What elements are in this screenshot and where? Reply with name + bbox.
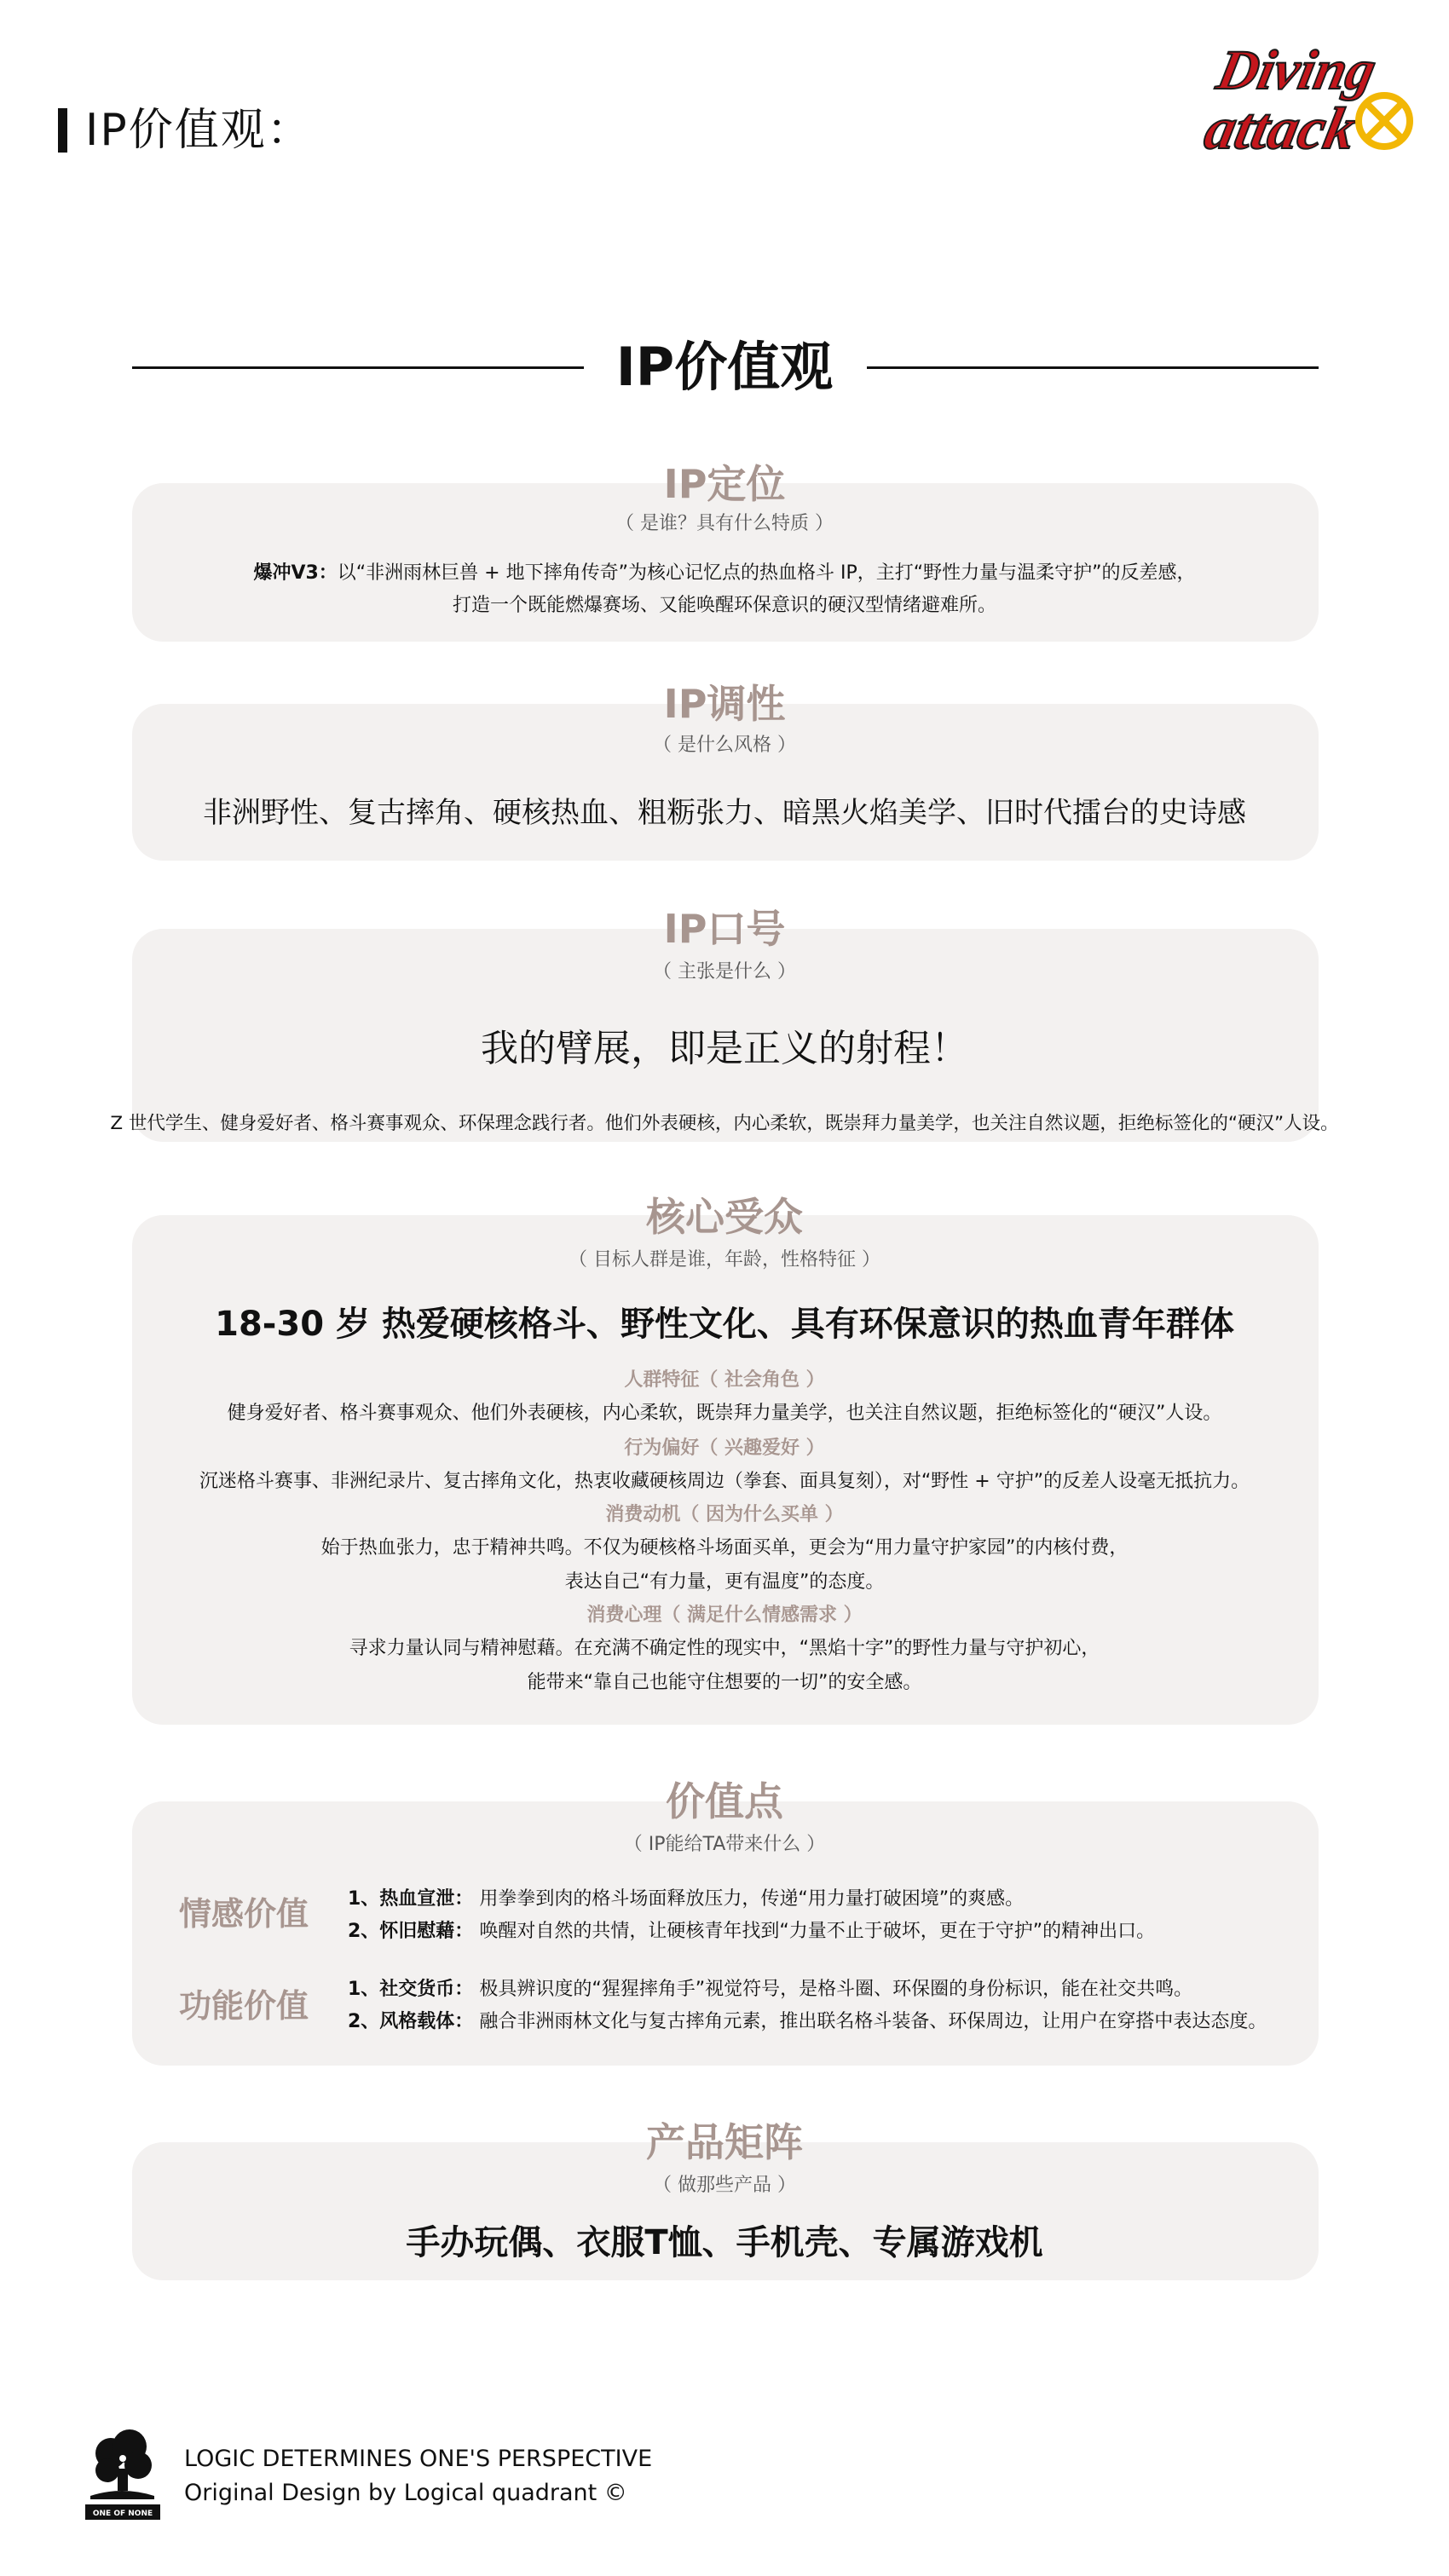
value-title: 价值点 [666, 1778, 783, 1824]
audience-group-line: 始于热血张力，忠于精神共鸣。不仅为硬核格斗场面买单，更会为“用力量守护家园”的内核付费， [320, 1537, 1129, 1559]
footer-credit: Original Design by Logical quadrant © [184, 2480, 627, 2506]
positioning-line-1 [0, 559, 1449, 588]
header-accent-bar [58, 108, 67, 153]
functional-value-row [348, 2008, 1267, 2037]
products-title: 产品矩阵 [646, 2119, 803, 2165]
emotional-value-row [348, 1917, 1155, 1946]
value-text: 唤醒对自然的共情，让硬核青年找到“力量不止于破坏，更在于守护”的精神出口。 [479, 1921, 1156, 1942]
audience-group-head: 消费动机（ 因为什么买单 ） [605, 1504, 844, 1525]
audience-group-line: 沉迷格斗赛事、非洲纪录片、复古摔角文化，热衷收藏硬核周边（拳套、面具复刻），对“野性 + 守护”的反差人设毫无抵抗力。 [199, 1471, 1250, 1492]
value-subtitle: （ IP能给TA带来什么 ） [623, 1834, 826, 1855]
products-subtitle: （ 做那些产品 ） [653, 2175, 796, 2196]
positioning-label: 爆冲V3： [253, 562, 338, 584]
audience-group-line: 寻求力量认同与精神慰藉。在充满不确定性的现实中，“黑焰十字”的野性力量与守护初心， [349, 1638, 1100, 1659]
audience-title: 核心受众 [646, 1194, 803, 1240]
footer-slogan: LOGIC DETERMINES ONE'S PERSPECTIVE [184, 2446, 653, 2472]
emotional-value-label: 情感价值 [179, 1895, 309, 1933]
positioning-text-1: 以“非洲雨林巨兽 + 地下摔角传奇”为核心记忆点的热血格斗 IP，主打“野性力量与温柔守护”的反差感， [337, 562, 1196, 584]
main-heading [0, 329, 1449, 406]
positioning-title: IP定位 [663, 461, 786, 507]
svg-text:attack: attack [1198, 95, 1363, 162]
audience-group-line: 健身爱好者、格斗赛事观众、他们外表硬核，内心柔软，既崇拜力量美学，也关注自然议题，拒绝标签化的“硬汉”人设。 [227, 1403, 1222, 1424]
slogan-overflow-line: Z 世代学生、健身爱好者、格斗赛事观众、环保理念践行者。他们外表硬核，内心柔软，既崇拜力量美学，也关注自然议题，拒绝标签化的“硬汉”人设。 [110, 1113, 1339, 1134]
audience-group-line: 表达自己“有力量，更有温度”的态度。 [564, 1571, 885, 1593]
audience-group-head: 人群特征（ 社会角色 ） [624, 1369, 825, 1391]
main-title: IP价值观 [615, 336, 834, 398]
audience-group-head: 消费心理（ 满足什么情感需求 ） [586, 1605, 863, 1626]
tone-title: IP调性 [663, 681, 786, 727]
value-key: 2、怀旧慰藉： [348, 1921, 474, 1942]
value-text: 极具辨识度的“猩猩摔角手”视觉符号，是格斗圈、环保圈的身份标识，能在社交共鸣。 [479, 1979, 1193, 2000]
slogan-subtitle: （ 主张是什么 ） [653, 961, 796, 983]
audience-group-head: 行为偏好（ 兴趣爱好 ） [624, 1438, 825, 1459]
diving-attack-logo [1169, 20, 1434, 165]
tone-text: 非洲野性、复古摔角、硬核热血、粗粝张力、暗黑火焰美学、旧时代擂台的史诗感 [203, 796, 1246, 830]
svg-text:Diving: Diving [1211, 39, 1382, 101]
page-title: IP价值观： [85, 105, 313, 156]
one-of-none-badge-text: ONE OF NONE [92, 2510, 153, 2518]
positioning-subtitle: （ 是谁？具有什么特质 ） [615, 513, 834, 534]
value-key: 1、热血宣泄： [348, 1888, 474, 1910]
slogan-title: IP口号 [663, 906, 786, 952]
heading-line-right [867, 366, 1319, 369]
value-text: 用拳拳到肉的格斗场面释放压力，传递“用力量打破困境”的爽感。 [479, 1888, 1025, 1910]
one-of-none-logo [82, 2424, 163, 2523]
tone-subtitle: （ 是什么风格 ） [653, 735, 796, 756]
value-key: 1、社交货币： [348, 1979, 474, 2000]
functional-value-row [348, 1975, 1192, 2004]
audience-group-line: 能带来“靠自己也能守住想要的一切”的安全感。 [527, 1672, 922, 1693]
audience-headline: 18-30 岁 热爱硬核格斗、野性文化、具有环保意识的热血青年群体 [215, 1305, 1234, 1344]
functional-value-label: 功能价值 [179, 1987, 309, 2025]
positioning-line-2: 打造一个既能燃爆赛场、又能唤醒环保意识的硬汉型情绪避难所。 [452, 595, 996, 616]
audience-subtitle: （ 目标人群是谁，年龄，性格特征 ） [569, 1249, 880, 1271]
value-text: 融合非洲雨林文化与复古摔角元素，推出联名格斗装备、环保周边，让用户在穿搭中表达态度。 [479, 2011, 1267, 2032]
emotional-value-row [348, 1885, 1024, 1914]
slogan-text: 我的臂展，即是正义的射程！ [481, 1027, 968, 1070]
products-text: 手办玩偶、衣服T恤、手机壳、专属游戏机 [406, 2223, 1043, 2262]
value-key: 2、风格载体： [348, 2011, 474, 2032]
